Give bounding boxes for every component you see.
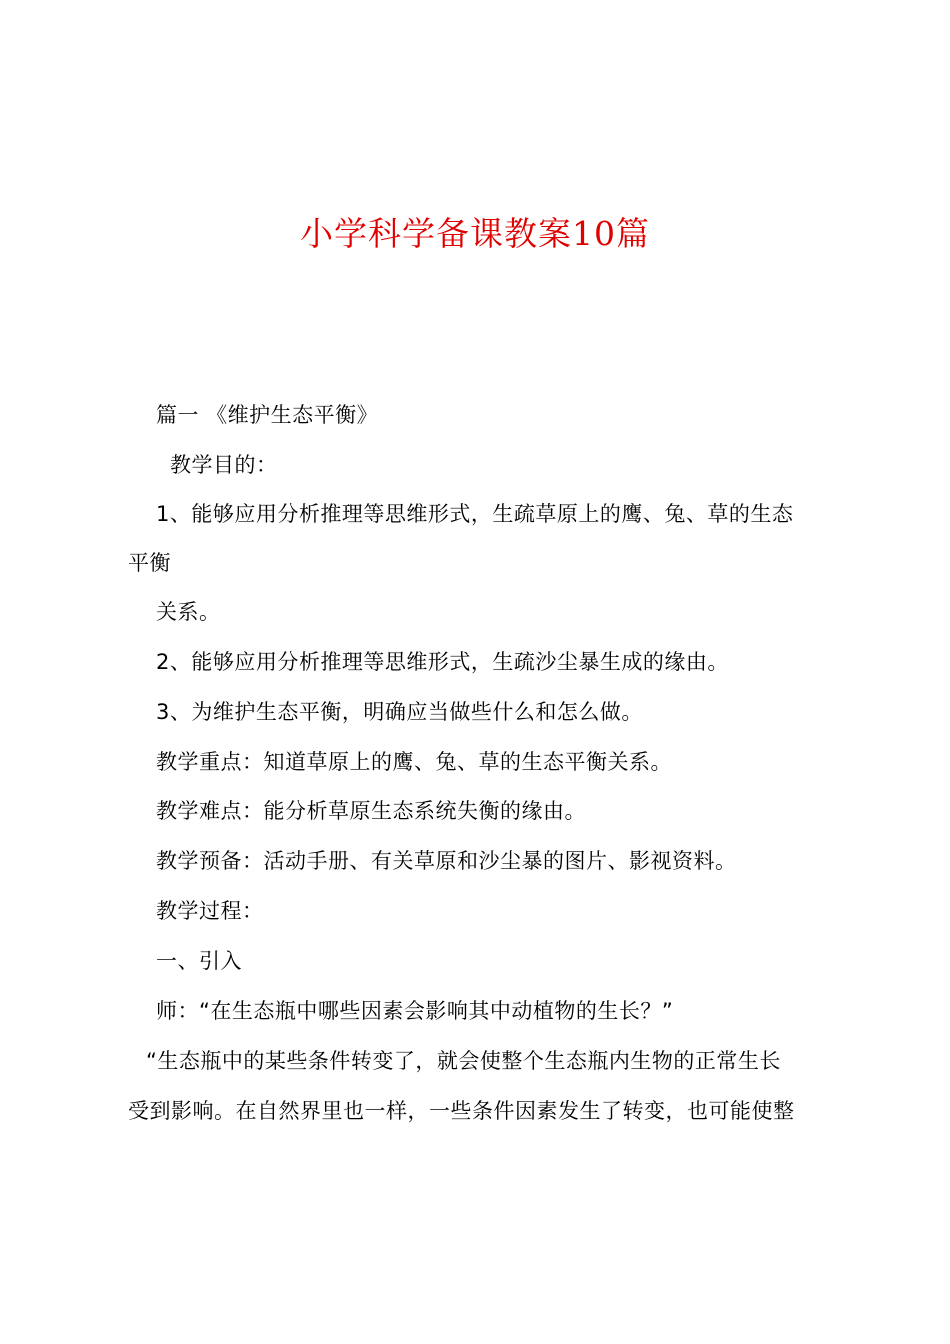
key-point: 教学重点：知道草原上的鹰、兔、草的生态平衡关系。 [156, 750, 672, 774]
paragraph-line-2: 受到影响。在自然界里也一样，一些条件因素发生了转变，也可能使整 [128, 1099, 795, 1123]
section-label-process: 教学过程： [156, 899, 264, 923]
objective-1-line-1: 1、能够应用分析推理等思维形式，生疏草原上的鹰、兔、草的生态 [156, 502, 794, 526]
objective-3: 3、为维护生态平衡，明确应当做些什么和怎么做。 [156, 700, 643, 724]
difficult-point: 教学难点：能分析草原生态系统失衡的缘由。 [156, 799, 586, 823]
step-heading-intro: 一、引入 [156, 949, 242, 973]
paragraph-line-1: “生态瓶中的某些条件转变了，就会使整个生态瓶内生物的正常生长 [146, 1049, 781, 1073]
objective-1-line-3: 关系。 [156, 600, 221, 624]
section-label-objectives: 教学目的： [170, 453, 278, 477]
objective-1-line-2: 平衡 [128, 551, 171, 575]
chapter-heading: 篇一 《维护生态平衡》 [156, 403, 379, 427]
objective-2: 2、能够应用分析推理等思维形式，生疏沙尘暴生成的缘由。 [156, 650, 729, 674]
teacher-question: 师：“在生态瓶中哪些因素会影响其中动植物的生长？” [156, 999, 674, 1023]
preparation: 教学预备：活动手册、有关草原和沙尘暴的图片、影视资料。 [156, 849, 737, 873]
document-title: 小学科学备课教案10篇 [300, 214, 650, 253]
